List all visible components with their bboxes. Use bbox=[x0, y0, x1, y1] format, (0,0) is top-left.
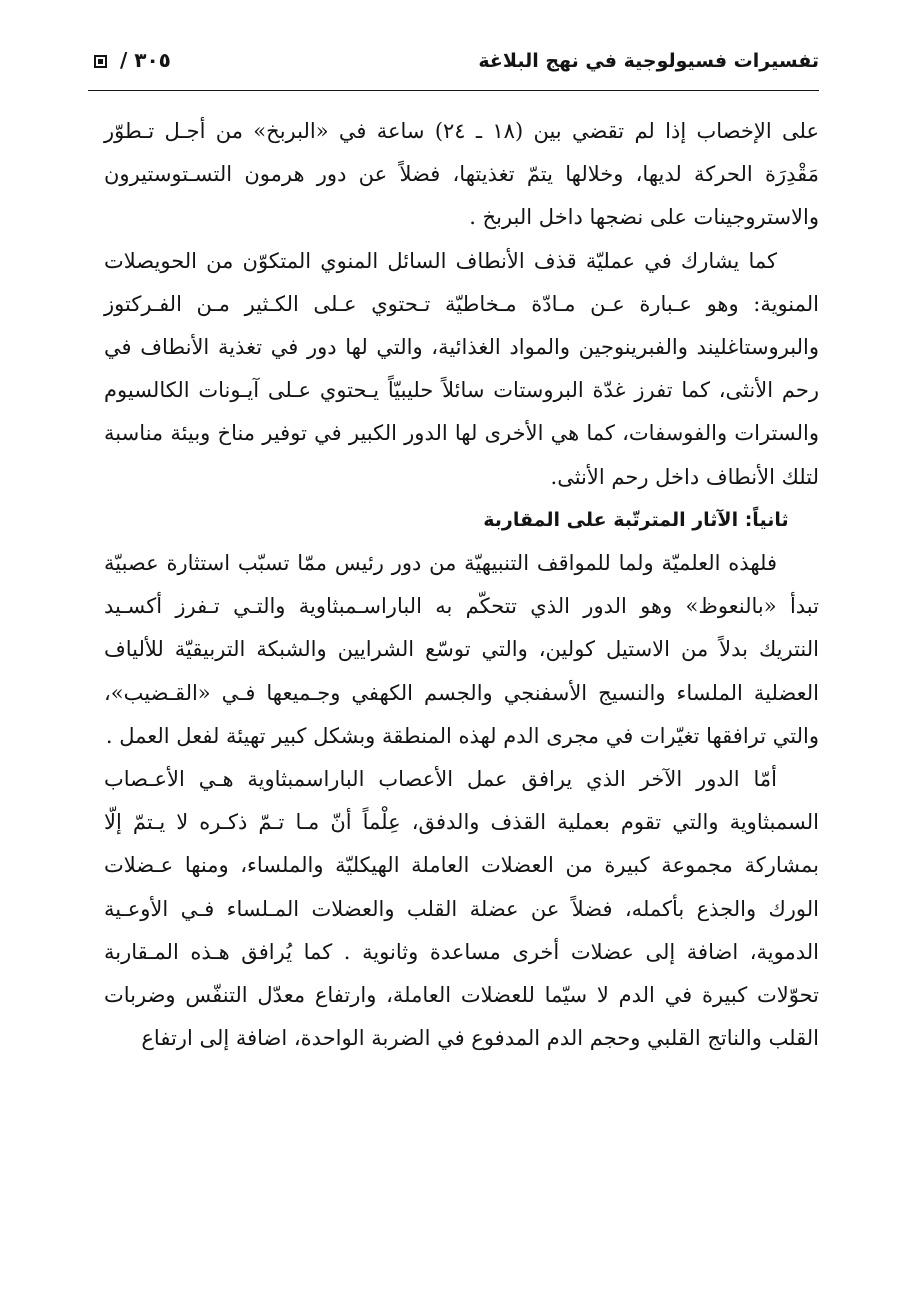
paragraph-4: أمّا الدور الآخر الذي يرافق عمل الأعصاب الباراسمبثاوية هـي الأعـصاب السمبثاوية والتي تقوم بعملية القذف والدفق، عِلْماً أنّ مـا تـمّ ذكـره لا يـتمّ إلّا بمشاركة مجموعة كبيرة من العضلات العاملة الهيكليّة والملساء، ومنها عـضلات الورك والجذع بأكمله، فضلاً عن عضلة القلب والعضلات المـلساء فـي الأوعـية الدموية، اضافة إلى عضلات أخرى مساعدة وثانوية . كما يُرافق هـذه المـقاربة تحوّلات كبيرة في الدم لا سيّما للعضلات العاملة، وارتفاع معدّل التنفّس وضربات القلب والناتج القلبي وحجم الدم المدفوع في الضربة الواحدة، اضافة إلى ارتفاع bbox=[104, 767, 819, 1051]
square-ornament-icon bbox=[94, 55, 107, 68]
running-header-title: تفسيرات فسيولوجية في نهج البلاغة bbox=[478, 50, 819, 72]
running-header bbox=[88, 46, 819, 86]
body-text bbox=[104, 110, 819, 1060]
page-number: ٣٠٥ bbox=[134, 48, 171, 72]
page-number-block bbox=[88, 48, 171, 72]
paragraph-2: كما يشارك في عمليّة قذف الأنطاف السائل المنوي المتكوّن من الحويصلات المنوية: وهو عـبارة عـن مـادّة مـخاطيّة تـحتوي عـلى الكـثير مـن الفـركتوز والبروستاغليند والفبرينوجين والمواد الغذائية، والتي لها دور في تغذية الأنطاف في رحم الأنثى، كما تفرز غدّة البروستات سائلاً حليبيّاً يـحتوي عـلى آيـونات الكالسيوم والسترات والفوسفات، كما هي الأخرى لها الدور الكبير في توفير مناخ وبيئة مناسبة لتلك الأنطاف داخل رحم الأنثى. bbox=[104, 248, 819, 489]
paragraph-3: فلهذه العلميّة ولما للمواقف التنبيهيّة من دور رئيس ممّا تسبّب استثارة عصبيّة تبدأ «بالنعوظ» وهو الدور الذي تتحكّم به الباراسـمبثاوية والتـي تـفرز أكسـيد النتريك بدلاً من الاستيل كولين، والتي توسّع الشرايين والشبكة التربيقيّة للألياف العضلية الملساء والنسيج الأسفنجي والجسم الكهفي وجـميعها فـي «القـضيب»، والتي ترافقها تغيّرات في مجرى الدم لهذه المنطقة وبشكل كبير تهيئة لفعل العمل . bbox=[104, 551, 819, 748]
paragraph-1: على الإخصاب إذا لم تقضي بين (١٨ ـ ٢٤) ساعة في «البربخ» من أجـل تـطوّر مَقْدِرَة الحركة لديها، وخلالها يتمّ تغذيتها، فضلاً عن دور هرمون التسـتوستيرون والاستروجينات على نضجها داخل البربخ . bbox=[104, 119, 819, 230]
header-divider bbox=[88, 90, 819, 91]
slash-separator: / bbox=[113, 48, 135, 72]
section-heading: ثانياً: الآثار المترتّبة على المقاربة bbox=[483, 508, 789, 531]
